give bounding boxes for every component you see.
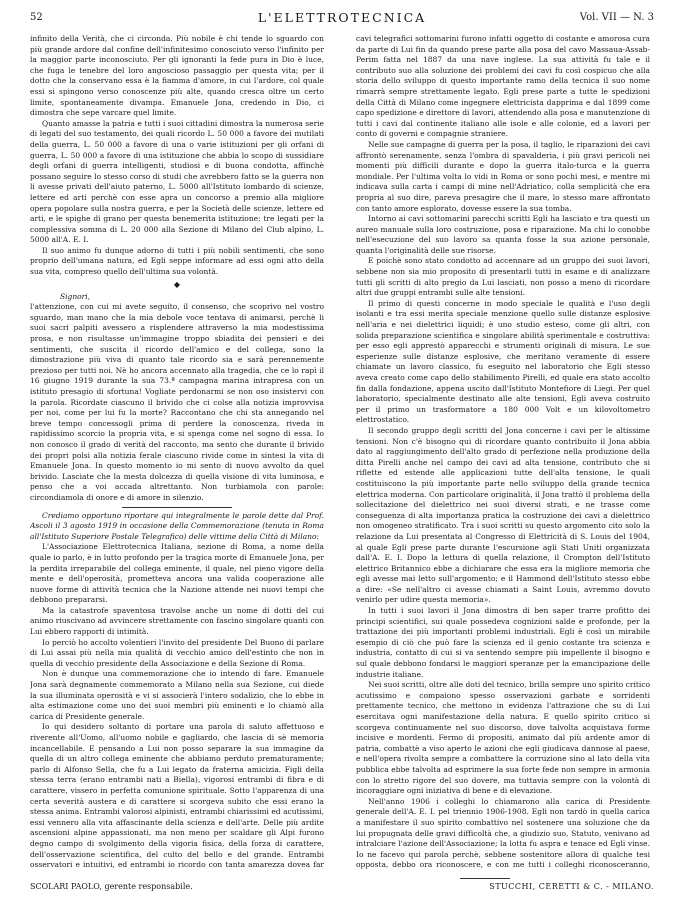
page-footer <box>30 882 654 896</box>
paragraph: Non è dunque una commemorazione che io intendo di fare. Emanuele Jona sarà degnamente commemorato a Milano nella sua Sezione, cui diede la sua illuminata operosità e vi si associerà l'intero sodalizio, che lo ebbe in alta estimazione come uno dei suoi membri più eminenti e lo chiamò alla carica di Presidente generale. <box>30 669 324 721</box>
right-column <box>356 34 650 870</box>
salutation: Signori, <box>60 291 91 301</box>
paragraph: Io perciò ho accolto volentieri l'invito del presidente Del Buono di parlare di Lui assai più nella mia qualità di vecchio amico dell'estinto che non in quella di vecchio presidente della Associazione e della Sezione di Roma. <box>30 637 324 668</box>
paragraph: E poichè sono stato condotto ad accennare ad un gruppo dei suoi lavori, sebbene non sia mio proposito di presentarli tutti in esame e di analizzare tutti gli scritti di alto pregio da Lui lasciati, non posso a meno di ricordare altri due gruppi entrambi sulle alte tensioni. <box>356 256 650 298</box>
paragraph: Ma la catastrofe spaventosa travolse anche un nome di dotti del cui animo riuscivano ad avvincere strettamente con fascino singolare quanti con Lui ebbero rapporti di intimità. <box>30 605 324 637</box>
page-header <box>30 10 654 28</box>
paragraph: Nelle sue campagne di guerra per la posa, il taglio, le riparazioni dei cavi affrontò serenamente, senza l'ombra di spavalderia, i più gravi pericoli nei momenti più difficili durante e dopo la guerra italo-turca e la guerra mondiale. Per l'ultima volta lo vidi in Roma or sono pochi mesi, e mentre mi indicava sulla carta i campi di mine nell'Adriatico, colla semplicità che era propria al suo dire, pareva presagire che il mare, lo stesso mare affrontato con tanto amore esplorato, dovesse essere la sua tomba. <box>356 139 650 213</box>
divider <box>460 878 510 879</box>
paragraph: Intorno ai cavi sottomarini parecchi scritti Egli ha lasciato e tra questi un aureo manuale sulla loro costruzione, posa e riparazione. Ma chi lo conobbe nell'esecuzione del suo lavoro sa quanta fosse la sua azione personale, quanta l'originalità delle sue risorse. <box>356 214 650 255</box>
publisher-responsible: SCOLARI PAOLO, gerente responsabile. <box>30 882 193 891</box>
editorial-intro: Crediamo opportuno riportare qui integralmente le parole dette dal Prof. Ascoli il 3 agosto 1919 in occasione della Commemorazione (tenuta in Roma all'Istituto Superiore Postale Telegrafico) delle vittime della Città di Milano: <box>30 510 324 541</box>
paragraph: Il primo di questi concerne in modo speciale le qualità e l'uso degli isolanti e tra essi merita speciale menzione quello sulle distanze esplosive nell'aria e nei dielettrici liquidi; è uno studio esteso, come gli altri, con solida preparazione scientifica e singolare abilità sperimentale e costruttiva: per esso egli apprestò apparecchi e strumenti originali di misura. Le sue esperienze sulle distanze esplosive, che meritano veramente di essere chiamate un lavoro classico, fu eseguito nel laboratorio che Egli stesso aveva creato come capo dello stabilimento Pirelli, ed quale era stato accolto fin dalla fondazione, appena uscito dall'Istituto Montefiore di Liegi. Per quel laboratorio, specialmente destinato alle alte tensioni, Egli aveva costruito per il primo un trasformatore a 180 000 Volt e un kilovoltometro elettrostatico. <box>356 298 650 425</box>
paragraph: Quanto amasse la patria e tutti i suoi cittadini dimostra la numerosa serie di legati del suo testamento, dei quali ricordo L. 50 000 a favore dei mutilati della guerra, L. 50 000 a favore di una o varie istituzioni per gli orfani di guerra, L. 50 000 a favore di una istituzione che abbia lo scopo di sussidiare degli orfani di guerra intelligenti, studiosi e di buona condotta, affinchè possano seguire lo stesso corso di studi che avrebbero fatto se la guerra non li avesse privati dell'aiuto paterno, L. 5000 all'Istituto lombardo di scienze, lettere ed arti perchè con esse apra un concorso a premio alla migliore opera popolare sulla nostra guerra, e per la Società delle scienze, lettere ed arti, e le spighe di grano per questa benemerita istituzione; tre legati per la complessiva somma di L. 20 000 alla Sezione di Milano del Club alpino, L. 5000 all'A. E. I. <box>30 118 324 245</box>
printer-credit: STUCCHI, CERETTI & C. - MILANO. <box>489 882 654 891</box>
page-number: 52 <box>30 12 43 23</box>
divider <box>122 507 232 508</box>
paragraph: cavi telegrafici sottomarini furono infatti oggetto di costante e amorosa cura da parte di Lui fin da quando prese parte alla posa del cavo Massaua-Assab-Perim fatta nel 1887 da una nave inglese. La sua attività fu tale e il contributo suo alla soluzione dei problemi dei cavi fu così cospicuo che alla storia dello sviluppo di questo importante ramo della tecnica il suo nome rimarrà sempre strettamente legato. Egli prese parte a tutte le spedizioni della Città di Milano come ingegnere elettricista dapprima e dal 1899 come capo spedizione e direttore di lavori, attendendo alla posa e manutenzione di tutti i cavi dal continente italiano alle isole e alle colonie, ed a lavori per conto di governi e compagnie straniere. <box>356 34 650 139</box>
journal-title: L'ELETTROTECNICA <box>257 10 427 25</box>
paragraph: infinito della Verità, che ci circonda. Più nobile è chi tende lo sguardo con più grande ardore dal confine dell'infinitesimo conosciuto verso l'infinito per la maggior parte inconosciuto. Per gli ignoranti la fede pura in Dio è luce, che fuga le tenebre del loro angoscioso passaggio per questa vita; per il dotto che la conservano essa è la fiamma d'amore, in cui l'ardore, col quale essi si spingono verso conoscenze più alte, quando cresca oltre un certo limite, spontaneamente divampa. Emanuele Jona, credendo in Dio, ci dimostra che sepe varcare quel limite. <box>30 34 324 118</box>
paragraph: Nei suoi scritti, oltre alle doti del tecnico, brilla sempre uno spirito critico acutissimo e compaiono spesso osservazioni garbate e sorridenti prettamente tecnico, che mettono in evidenza l'attrazione che su di Lui esercitava ogni manifestazione della natura. E quello spirito critico si scorgeva continuamente nel suo discorso, dove talvolta acquistava forme incisive e mordenti. Fermo di propositi, animato dal più ardente amor di patria, combattè a viso aperto le azioni che egli giudicava dannose al paese, e nell'opera rivolta sempre a combattere la corruzione sino al lato della vita pubblica ebbe talvolta ad esprimere la sua forte fede non sempre in armonia con lo stretto rigore del suo dovere, ma tuttavia sempre con la volontà di incoraggiare ogni iniziativa di bene e di elevazione. <box>356 680 650 796</box>
section-separator-icon: ◆ <box>173 279 181 289</box>
paragraph: L'Associazione Elettrotecnica Italiana, sezione di Roma, a nome della quale io parlo, è in lutto profondo per la tragica morte di Emanuele Jona, per la perdita irreparabile del collega eminente, il quale, nel pieno vigore della mente e dell'operosità, prometteva ancora una valida cooperazione alle nuove forme di attività tecnica che la Nazione attende nei nuovi tempi che debbono prepararsi. <box>30 542 324 605</box>
paragraph: l'attenzione, con cui mi avete seguito, il consenso, che scoprivo nel vostro sguardo, man mano che la mia debole voce tentava di animarsi, perchè li suoi sacri palpiti avessero a risplendere attraverso la mia modestissima prosa, e non risultasse un'immagine troppo sbiadita dei pensieri e dei sentimenti, che suscita il ricordo dell'amico e del collega, sono la dimostrazione più viva di quanto tale ricordo sia e sarà perennemente prezioso per tutti noi. Nè ho ancora accennato alla tragedia, che ce lo rapì il 16 giugno 1919 durante la sua 73.ª campagna marina intrapresa con un istituto presagio di sfortuna! Vogliate perdonarmi se non oso insistervi con la parola. Ricordate ciascuno il brivido che ci colse alla notizia improvvisa per noi, come per lui fu la morte? Raccontano che chi sta annegando nel breve tempo concessogli prima di perdere la conoscenza, riveda in rapidissimo scorcio la propria vita, e si spenga come nel sogno di essa. Io non conosco il grado di verità del racconto, ma sento che durante il brivido dei propri polsi alla notizia ferale ciascuno rivide come in sintesi la vita di Emanuele Jona. In questo momento io mi sento di nuovo avvolto da quel brivido. Lasciate che la mesta dolcezza di quella visione di vita luminosa, e penso che a voi accada altrettanto. Non turbiamola con parole: circondiamola di onore e di amore in silenzio. <box>30 302 324 502</box>
paragraph: In tutti i suoi lavori il Jona dimostra di ben saper trarre profitto dei principi scientifici, sui quale possedeva cognizioni salde e profonde, per la trattazione dei più importanti problemi industriali. Egli è così un mirabile esempio di ciò che può fare la scienza ed il genio costante tra scienza e industria, contatto di cui si va sentendo sempre più impellente il bisogno e sul quale debbono fondarsi le maggiori speranze per la emancipazione delle industrie italiane. <box>356 606 650 679</box>
paragraph: Il suo animo fu dunque adorno di tutti i più nobili sentimenti, che sono proprio dell'umana natura, ed Egli seppe informare ad essi ogni atto della sua vita, compreso quello dell'ultima sua volontà. <box>30 245 324 277</box>
volume-issue: Vol. VII — N. 3 <box>579 12 654 23</box>
left-column <box>30 34 324 870</box>
paragraph: Nell'anno 1906 i colleghi lo chiamarono alla carica di Presidente generale dell'A. E. I. pel triennio 1906-1908. Egli non tardò in quella carica a manifestare il suo spirito combattivo nel sostenere una soluzione che da lui propugnata delle gravi difficoltà che, a giudizio suo, Statuto, venivano ad intralciare l'azione dell'Associazione; la lotta fu aspra e tenace ed Egli vinse. Io ne facevo qui parola perchè, sebbene sostenitore allora di qualche tesi opposta, debbo ora riconoscere, e con me tutti i colleghi riconosceranno, <box>356 796 650 870</box>
paragraph: Io qui desidero soltanto di portare una parola di saluto affettuoso e riverente all'Uomo, all'uomo nobile e gagliardo, che lascia di sè memoria incancellabile. E pensando a Lui non posso separare la sua immagine da quella di un altro collega eminente che abbiamo perduto prematuramente; parlo di Alfonso Sella, che fu a Lui legato da fraterna amicizia. Figli della stessa terra (erano entrambi nati a Biella), vigorosi entrambi di fibra e di carattere, vissero in perfetta comunione spirituale. Sotto l'apparenza di una certa severità austera e di carattere si scorgeva subito che essi erano la stessa anima. Entrambi valorosi alpinisti, entrambi chiarissimi ed acutissimi, essi vennero alla vita affascinante della scienza e dell'arte. Delle più ardite ascensioni alpine appassionati, ma non meno per scaldare gli Alpi furono degno campo di svolgimento della vigoria fisica, della forza di carattere, dell'osservazione scientifica, del culto del bello e del grande. Entrambi osservatori e intuitivi, ed entrambi io ricordo con tanta amarezza dovea far <box>30 722 324 870</box>
paragraph: Il secondo gruppo degli scritti del Jona concerne i cavi per le altissime tensioni. Non c'è bisogno qui di ricordare quanto contribuito il Jona abbia dato al raggiungimento dell'alto grado di perfezione nella produzione della ditta Pirelli anche nel campo dei cavi ad alta tensione, contributo che si riflette ed estende alle applicazioni tutte dell'alta tensione, le quali costituiscono la più importante parte nello sviluppo della grande tecnica elettrica moderna. Con particolare originalità, il Jona trattò il problema della sollecitazione del dielettrico nei suoi diversi strati, e ne trasse come conseguenza di alta importanza pratica la costruzione dei cavi a dielettrico non omogeneo stratificato. Tra i suoi scritti su questo argomento cito solo la relazione da Lui presentata al Congresso di Elettricità di S. Louis del 1904, al quale Egli prese parte durante l'escursione agli Stati Uniti organizzata dall'A. E. I. Dopo la lettura di quella relazione, il Crompton dell'Istituto elettrico Britannico ebbe a dichiarare che essa era la migliore memoria che egli avesse mai letto sull'argomento; e il Hammond dell'Istituto stesso ebbe a dire: «Se nell'altro ci avesse chiamati a Saint Louis, avremmo dovuto venirlo per udire questa memoria». <box>356 425 650 605</box>
